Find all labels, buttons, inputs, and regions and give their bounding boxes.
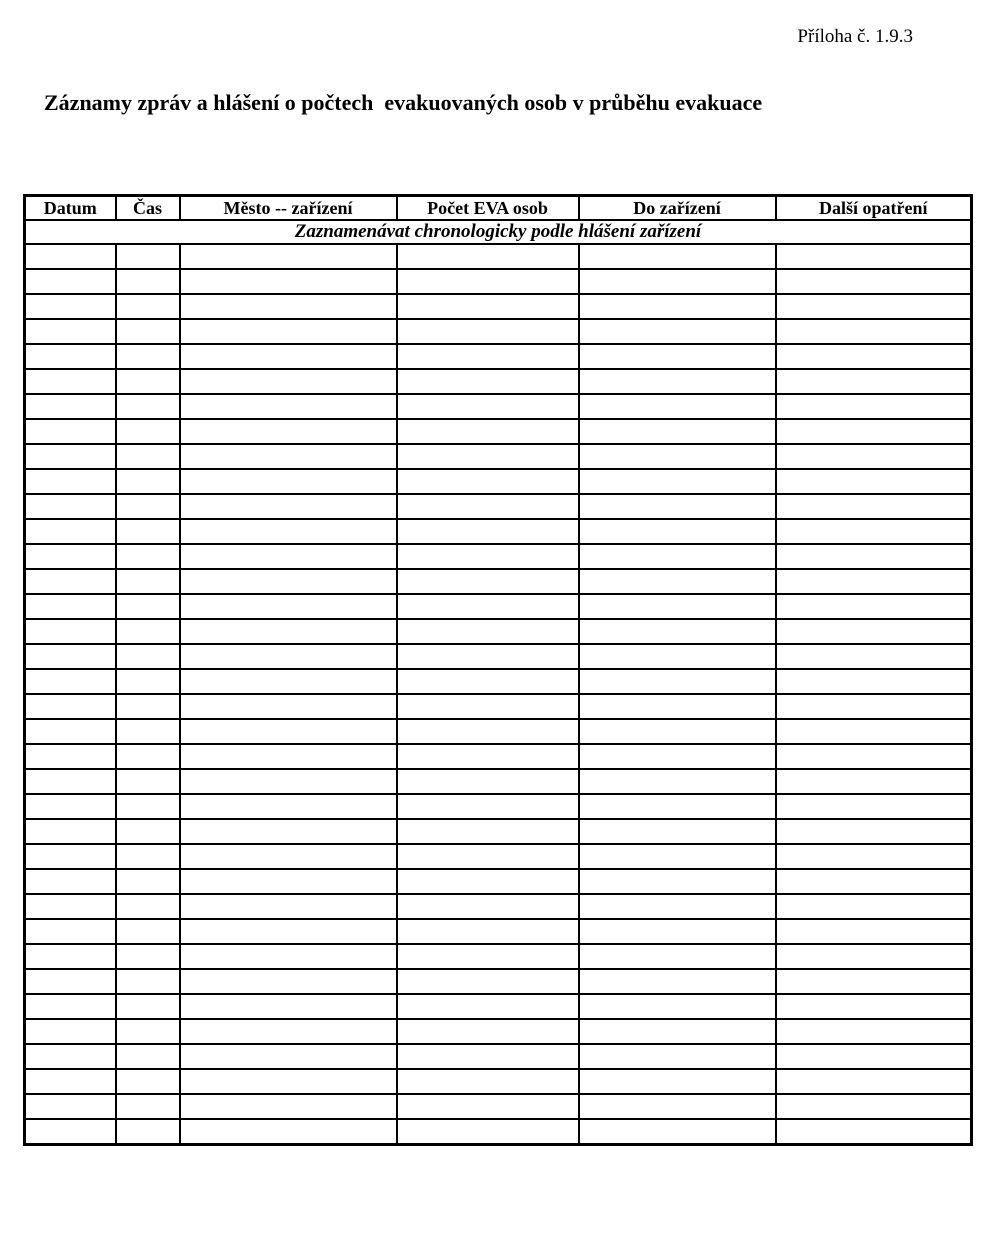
date-cell [25,319,116,344]
city-facility-cell [180,719,397,744]
date-cell [25,519,116,544]
evacuee-count-cell [397,919,579,944]
time-cell [116,494,180,519]
column-header-city-facility: Město -- zařízení [180,196,397,221]
further-measures-cell [776,294,972,319]
time-cell [116,1069,180,1094]
evacuee-count-cell [397,1119,579,1145]
city-facility-cell [180,594,397,619]
table-row [25,869,972,894]
further-measures-cell [776,969,972,994]
evacuee-count-cell [397,519,579,544]
city-facility-cell [180,319,397,344]
evacuee-count-cell [397,1044,579,1069]
evacuee-count-cell [397,869,579,894]
evacuee-count-cell [397,269,579,294]
date-cell [25,594,116,619]
date-cell [25,369,116,394]
column-header-evacuee-count: Počet EVA osob [397,196,579,221]
further-measures-cell [776,894,972,919]
annex-label: Příloha č. 1.9.3 [797,26,913,47]
evacuee-count-cell [397,894,579,919]
destination-facility-cell [579,1019,776,1044]
further-measures-cell [776,444,972,469]
evacuee-count-cell [397,744,579,769]
city-facility-cell [180,519,397,544]
further-measures-cell [776,319,972,344]
evacuee-count-cell [397,344,579,369]
date-cell [25,894,116,919]
further-measures-cell [776,394,972,419]
time-cell [116,1044,180,1069]
table-row [25,594,972,619]
table-row [25,544,972,569]
destination-facility-cell [579,444,776,469]
further-measures-cell [776,419,972,444]
city-facility-cell [180,394,397,419]
city-facility-cell [180,869,397,894]
evacuee-count-cell [397,444,579,469]
evacuee-count-cell [397,1094,579,1119]
table-row [25,619,972,644]
city-facility-cell [180,569,397,594]
further-measures-cell [776,1119,972,1145]
destination-facility-cell [579,794,776,819]
city-facility-cell [180,669,397,694]
evacuee-count-cell [397,994,579,1019]
column-header-further-measures: Další opatření [776,196,972,221]
destination-facility-cell [579,544,776,569]
further-measures-cell [776,994,972,1019]
evacuee-count-cell [397,669,579,694]
time-cell [116,969,180,994]
evacuee-count-cell [397,619,579,644]
further-measures-cell [776,1044,972,1069]
evacuee-count-cell [397,294,579,319]
city-facility-cell [180,994,397,1019]
table-row [25,894,972,919]
table-row [25,1119,972,1145]
time-cell [116,369,180,394]
date-cell [25,694,116,719]
destination-facility-cell [579,719,776,744]
destination-facility-cell [579,819,776,844]
destination-facility-cell [579,294,776,319]
evacuee-count-cell [397,544,579,569]
destination-facility-cell [579,319,776,344]
city-facility-cell [180,744,397,769]
evacuee-count-cell [397,244,579,269]
time-cell [116,319,180,344]
evacuee-count-cell [397,769,579,794]
destination-facility-cell [579,469,776,494]
time-cell [116,269,180,294]
table-row [25,1069,972,1094]
time-cell [116,344,180,369]
instruction-note: Zaznamenávat chronologicky podle hlášení zařízení [25,220,972,244]
further-measures-cell [776,344,972,369]
date-cell [25,294,116,319]
table-row [25,819,972,844]
evacuee-count-cell [397,494,579,519]
date-cell [25,819,116,844]
city-facility-cell [180,269,397,294]
date-cell [25,344,116,369]
further-measures-cell [776,244,972,269]
time-cell [116,744,180,769]
city-facility-cell [180,1119,397,1145]
evacuee-count-cell [397,1069,579,1094]
time-cell [116,894,180,919]
time-cell [116,1119,180,1145]
table-row [25,644,972,669]
table-row [25,694,972,719]
city-facility-cell [180,1069,397,1094]
further-measures-cell [776,919,972,944]
city-facility-cell [180,469,397,494]
evacuee-count-cell [397,369,579,394]
destination-facility-cell [579,919,776,944]
time-cell [116,594,180,619]
table-row [25,794,972,819]
table-row [25,419,972,444]
time-cell [116,819,180,844]
time-cell [116,844,180,869]
further-measures-cell [776,819,972,844]
further-measures-cell [776,694,972,719]
table-row [25,344,972,369]
evacuee-count-cell [397,594,579,619]
evacuee-count-cell [397,794,579,819]
destination-facility-cell [579,1094,776,1119]
date-cell [25,869,116,894]
further-measures-cell [776,519,972,544]
evacuee-count-cell [397,844,579,869]
date-cell [25,644,116,669]
destination-facility-cell [579,519,776,544]
date-cell [25,919,116,944]
evacuation-records-table [23,194,973,1146]
date-cell [25,744,116,769]
time-cell [116,769,180,794]
city-facility-cell [180,244,397,269]
destination-facility-cell [579,244,776,269]
date-cell [25,1019,116,1044]
date-cell [25,544,116,569]
date-cell [25,444,116,469]
evacuee-count-cell [397,644,579,669]
further-measures-cell [776,594,972,619]
table-row [25,1019,972,1044]
city-facility-cell [180,494,397,519]
destination-facility-cell [579,994,776,1019]
document-title: Záznamy zpráv a hlášení o počtech evakuovaných osob v průběhu evakuace [44,90,763,115]
further-measures-cell [776,569,972,594]
date-cell [25,994,116,1019]
time-cell [116,519,180,544]
date-cell [25,719,116,744]
evacuee-count-cell [397,569,579,594]
city-facility-cell [180,369,397,394]
table-row [25,394,972,419]
time-cell [116,644,180,669]
destination-facility-cell [579,644,776,669]
destination-facility-cell [579,969,776,994]
date-cell [25,269,116,294]
time-cell [116,1019,180,1044]
destination-facility-cell [579,394,776,419]
date-cell [25,1119,116,1145]
date-cell [25,619,116,644]
date-cell [25,844,116,869]
destination-facility-cell [579,1119,776,1145]
table-header-row [25,196,972,221]
table-row [25,244,972,269]
city-facility-cell [180,419,397,444]
evacuee-count-cell [397,319,579,344]
city-facility-cell [180,1044,397,1069]
destination-facility-cell [579,369,776,394]
city-facility-cell [180,694,397,719]
destination-facility-cell [579,694,776,719]
further-measures-cell [776,944,972,969]
city-facility-cell [180,819,397,844]
destination-facility-cell [579,1069,776,1094]
further-measures-cell [776,1094,972,1119]
further-measures-cell [776,494,972,519]
date-cell [25,419,116,444]
date-cell [25,1094,116,1119]
destination-facility-cell [579,594,776,619]
table-row [25,369,972,394]
evacuee-count-cell [397,944,579,969]
city-facility-cell [180,544,397,569]
date-cell [25,394,116,419]
destination-facility-cell [579,344,776,369]
date-cell [25,769,116,794]
destination-facility-cell [579,844,776,869]
time-cell [116,469,180,494]
time-cell [116,394,180,419]
city-facility-cell [180,969,397,994]
column-header-date: Datum [25,196,116,221]
date-cell [25,969,116,994]
table-row [25,919,972,944]
date-cell [25,244,116,269]
table-row [25,444,972,469]
city-facility-cell [180,619,397,644]
city-facility-cell [180,1094,397,1119]
table-row [25,569,972,594]
table-row [25,994,972,1019]
evacuee-count-cell [397,469,579,494]
destination-facility-cell [579,869,776,894]
further-measures-cell [776,644,972,669]
city-facility-cell [180,794,397,819]
table-row [25,1094,972,1119]
city-facility-cell [180,644,397,669]
city-facility-cell [180,294,397,319]
time-cell [116,444,180,469]
table-row [25,319,972,344]
time-cell [116,669,180,694]
city-facility-cell [180,444,397,469]
time-cell [116,994,180,1019]
further-measures-cell [776,269,972,294]
destination-facility-cell [579,569,776,594]
column-header-time: Čas [116,196,180,221]
table-row [25,844,972,869]
time-cell [116,619,180,644]
time-cell [116,544,180,569]
date-cell [25,494,116,519]
further-measures-cell [776,1019,972,1044]
destination-facility-cell [579,669,776,694]
time-cell [116,869,180,894]
further-measures-cell [776,469,972,494]
column-header-destination-facility: Do zařízení [579,196,776,221]
date-cell [25,944,116,969]
further-measures-cell [776,1069,972,1094]
further-measures-cell [776,869,972,894]
destination-facility-cell [579,1044,776,1069]
table-row [25,294,972,319]
destination-facility-cell [579,894,776,919]
date-cell [25,1044,116,1069]
table-row [25,469,972,494]
table-row [25,269,972,294]
time-cell [116,294,180,319]
table-row [25,944,972,969]
time-cell [116,794,180,819]
time-cell [116,719,180,744]
destination-facility-cell [579,944,776,969]
further-measures-cell [776,844,972,869]
destination-facility-cell [579,494,776,519]
further-measures-cell [776,619,972,644]
table-row [25,769,972,794]
table-row [25,519,972,544]
city-facility-cell [180,894,397,919]
evacuee-count-cell [397,394,579,419]
city-facility-cell [180,919,397,944]
destination-facility-cell [579,419,776,444]
evacuee-count-cell [397,719,579,744]
time-cell [116,244,180,269]
city-facility-cell [180,344,397,369]
instruction-row [25,220,972,244]
destination-facility-cell [579,619,776,644]
table-row [25,719,972,744]
destination-facility-cell [579,744,776,769]
further-measures-cell [776,769,972,794]
time-cell [116,569,180,594]
city-facility-cell [180,769,397,794]
destination-facility-cell [579,769,776,794]
further-measures-cell [776,794,972,819]
evacuee-count-cell [397,819,579,844]
time-cell [116,419,180,444]
evacuee-count-cell [397,969,579,994]
evacuee-count-cell [397,694,579,719]
city-facility-cell [180,844,397,869]
table-row [25,494,972,519]
time-cell [116,1094,180,1119]
table-row [25,969,972,994]
date-cell [25,469,116,494]
table-row [25,669,972,694]
table-row [25,1044,972,1069]
date-cell [25,794,116,819]
date-cell [25,1069,116,1094]
city-facility-cell [180,944,397,969]
date-cell [25,569,116,594]
further-measures-cell [776,669,972,694]
evacuee-count-cell [397,419,579,444]
further-measures-cell [776,369,972,394]
further-measures-cell [776,744,972,769]
further-measures-cell [776,544,972,569]
destination-facility-cell [579,269,776,294]
city-facility-cell [180,1019,397,1044]
evacuee-count-cell [397,1019,579,1044]
time-cell [116,694,180,719]
time-cell [116,919,180,944]
table-row [25,744,972,769]
date-cell [25,669,116,694]
time-cell [116,944,180,969]
further-measures-cell [776,719,972,744]
